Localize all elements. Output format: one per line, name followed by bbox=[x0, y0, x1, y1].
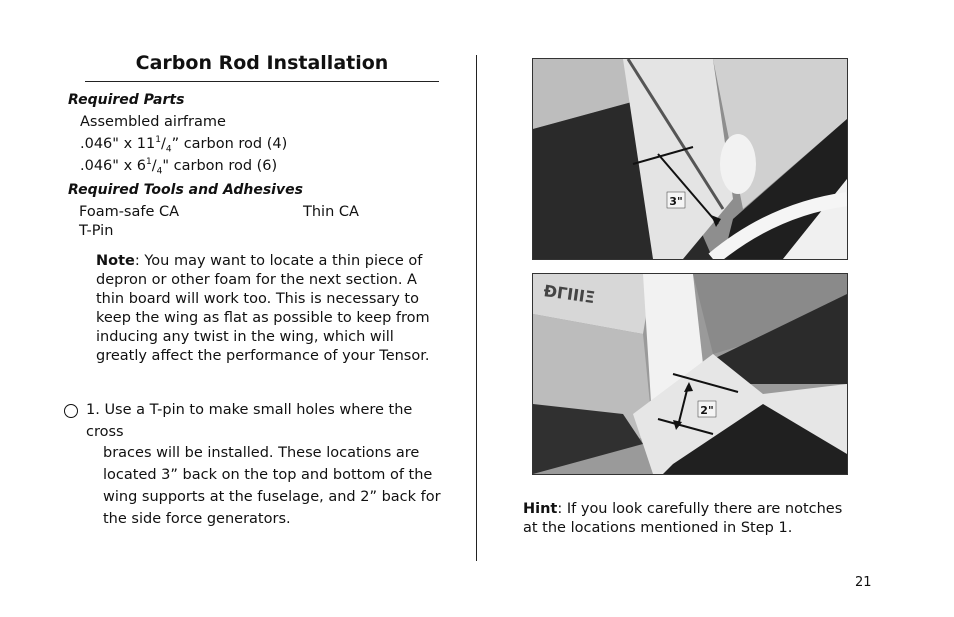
fraction-numerator: 1 bbox=[145, 157, 152, 167]
part-item-pre: .046" x 6 bbox=[80, 157, 146, 174]
fraction-numerator: 1 bbox=[155, 135, 161, 145]
step-1-first-line bbox=[64, 400, 444, 443]
dimension-label-2in: 2" bbox=[700, 404, 714, 417]
part-item-pre: .046" x 11 bbox=[80, 135, 156, 152]
hint-paragraph bbox=[523, 500, 853, 538]
part-item-airframe bbox=[80, 114, 226, 130]
tools-heading: Required Tools and Adhesives bbox=[68, 182, 303, 198]
step-1-line: wing supports at the fuselage, and 2” back for bbox=[103, 488, 441, 505]
page-title: Carbon Rod Installation bbox=[135, 52, 389, 74]
fraction-denominator: 4 bbox=[156, 166, 163, 177]
hint-label: Hint bbox=[523, 501, 558, 517]
photo-wing-top-illustration bbox=[533, 59, 847, 259]
step-1-line: braces will be installed. These locations are bbox=[103, 445, 420, 462]
column-divider bbox=[476, 55, 477, 561]
photo-wing-top bbox=[532, 58, 848, 260]
part-item-text: Assembled airframe bbox=[80, 114, 226, 130]
tool-item: Thin CA bbox=[303, 204, 359, 220]
tool-item: T-Pin bbox=[79, 223, 114, 239]
fraction-denominator: 4 bbox=[165, 144, 172, 155]
title-divider bbox=[85, 81, 439, 82]
tool-item: Foam-safe CA bbox=[79, 204, 180, 220]
required-parts-heading: Required Parts bbox=[68, 92, 185, 108]
photo-side-force-illustration bbox=[533, 274, 847, 474]
hint-text: : If you look carefully there are notches at the locations mentioned in Step 1. bbox=[523, 501, 843, 536]
page-number: 21 bbox=[855, 575, 872, 590]
part-item-post: " carbon rod (6) bbox=[162, 157, 278, 174]
step-1-line: located 3” back on the top and bottom of the bbox=[103, 467, 433, 484]
svg-text:ĐΓΙΙΙΞ: ĐΓΙΙΙΞ bbox=[542, 281, 597, 308]
step-1-text: 1. Use a T-pin to make small holes where the cross bbox=[86, 402, 413, 440]
fraction-slash: / bbox=[160, 135, 166, 152]
step-1 bbox=[64, 400, 444, 530]
note-text: : You may want to locate a thin piece of depron or other foam for the next section. A thin board will work too. This is necessary to keep the wing as flat as possible to keep from inducing any twist in the wing, which will greatly affect the performance of your Tensor. bbox=[96, 253, 430, 364]
part-item-carbon-rod-long bbox=[80, 135, 287, 155]
fraction-slash: / bbox=[151, 157, 157, 174]
photo-side-force-generator bbox=[532, 273, 848, 475]
note-label: Note bbox=[96, 253, 135, 269]
part-item-post: ” carbon rod (4) bbox=[171, 135, 288, 152]
checkbox-circle-icon bbox=[64, 404, 78, 418]
dimension-label-3in: 3" bbox=[669, 195, 683, 208]
step-1-line: the side force generators. bbox=[103, 510, 291, 527]
note-paragraph bbox=[96, 252, 436, 366]
part-item-carbon-rod-short bbox=[80, 157, 277, 177]
